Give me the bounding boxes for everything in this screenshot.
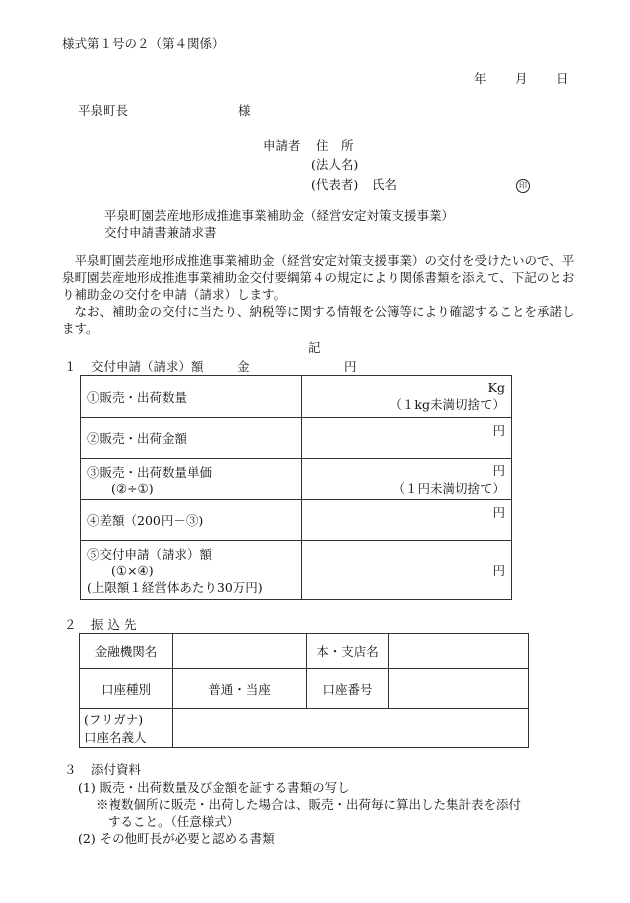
- form-number: 様式第１号の２（第４関係）: [62, 36, 225, 51]
- row4-unit: 円: [492, 505, 505, 520]
- account-type-value[interactable]: 普通・当座: [173, 669, 307, 709]
- row3-value: [302, 459, 512, 500]
- date-year: 年: [474, 71, 487, 86]
- table-row: [80, 669, 529, 709]
- branch-label: 本・支店名: [307, 634, 389, 669]
- document-title-line2: 交付申請書兼請求書: [104, 225, 217, 240]
- section1-yen: 円: [344, 359, 357, 374]
- attachment-note-line1: ※複数個所に販売・出荷した場合は、販売・出荷毎に算出した集計表を添付: [96, 797, 522, 812]
- bank-name-label: 金融機関名: [80, 634, 173, 669]
- row2-unit: 円: [492, 423, 505, 438]
- document-title-line1: 平泉町園芸産地形成推進事業補助金（経営安定対策支援事業）: [104, 208, 455, 223]
- row3-label: ③販売・出荷数量単価: [87, 464, 213, 480]
- representative-label: (代表者): [311, 177, 359, 192]
- row3-note: （１円未満切捨て）: [392, 481, 505, 496]
- date-month: 月: [515, 71, 528, 86]
- furigana-label: (フリガナ): [84, 712, 144, 727]
- date-day: 日: [556, 71, 569, 86]
- table-row: [80, 634, 529, 669]
- account-number-field[interactable]: [389, 669, 529, 709]
- table-row: [81, 500, 512, 541]
- row4-label: ④差額（200円－③): [81, 500, 302, 541]
- row1-label: ①販売・出荷数量: [81, 376, 302, 418]
- attachment-item-2: (2) その他町長が必要と認める書類: [78, 831, 275, 846]
- attachment-item-1: (1) 販売・出荷数量及び金額を証する書類の写し: [78, 780, 350, 795]
- attachment-note-line2: すること。（任意様式）: [108, 814, 240, 829]
- account-holder-label: 口座名義人: [84, 730, 147, 745]
- row5-value: [302, 541, 512, 600]
- corp-name-label: (法人名): [311, 157, 359, 172]
- row5-unit: 円: [492, 563, 505, 578]
- section1-label: 交付申請（請求）額: [91, 359, 204, 374]
- body-paragraph-1: 平泉町園芸産地形成推進事業補助金（経営安定対策支援事業）の交付を受けたいので、平泉町園芸産地形成推進事業補助金交付要綱第４の規定により関係書類を添えて、下記のとおり補助金の交付を申請（請求）します。: [62, 253, 575, 302]
- row2-label: ②販売・出荷金額: [81, 418, 302, 459]
- addressee-honorific: 様: [238, 103, 251, 118]
- row3-cell: [81, 459, 302, 500]
- section2-number: ２: [64, 617, 77, 632]
- row4-value: [302, 500, 512, 541]
- row3-sub: (②÷①): [111, 480, 154, 496]
- row2-value: [302, 418, 512, 459]
- row3-unit: 円: [492, 463, 505, 478]
- ki-heading: 記: [308, 340, 321, 355]
- row5-cap: (上限額１経営体あたり30万円): [87, 579, 263, 595]
- account-type-label: 口座種別: [80, 669, 173, 709]
- seal-mark: [516, 176, 530, 193]
- account-number-label: 口座番号: [307, 669, 389, 709]
- row5-cell: [81, 541, 302, 600]
- bank-account-table: [79, 633, 529, 748]
- table-row: [81, 376, 512, 418]
- table-row: [81, 418, 512, 459]
- table-row: [81, 459, 512, 500]
- account-holder-field[interactable]: [173, 709, 529, 748]
- addressee-town: 平泉町長: [78, 103, 129, 118]
- account-holder-cell: [80, 709, 173, 748]
- seal-icon: 印: [516, 179, 530, 193]
- bank-name-field[interactable]: [173, 634, 307, 669]
- section1-kin: 金: [237, 359, 250, 374]
- table-row: [80, 709, 529, 748]
- section3-label: 添付資料: [91, 762, 142, 777]
- section1-number: １: [64, 359, 77, 374]
- section3-number: ３: [64, 762, 77, 777]
- name-label: 氏名: [372, 177, 398, 192]
- row1-unit: Kg: [487, 380, 505, 395]
- row5-label: ⑤交付申請（請求）額: [87, 546, 213, 562]
- address-label: 住 所: [316, 138, 354, 153]
- table-row: [81, 541, 512, 600]
- section2-label: 振 込 先: [91, 617, 137, 632]
- row1-note: （１kg未満切捨て）: [389, 397, 505, 412]
- body-paragraph-2: なお、補助金の交付に当たり、納税等に関する情報を公簿等により確認することを承諾します。: [62, 304, 575, 336]
- row5-sub: (①×④): [111, 562, 154, 578]
- grant-amount-table: [80, 375, 512, 600]
- row1-value: [302, 376, 512, 418]
- branch-field[interactable]: [389, 634, 529, 669]
- applicant-label: 申請者: [263, 138, 301, 153]
